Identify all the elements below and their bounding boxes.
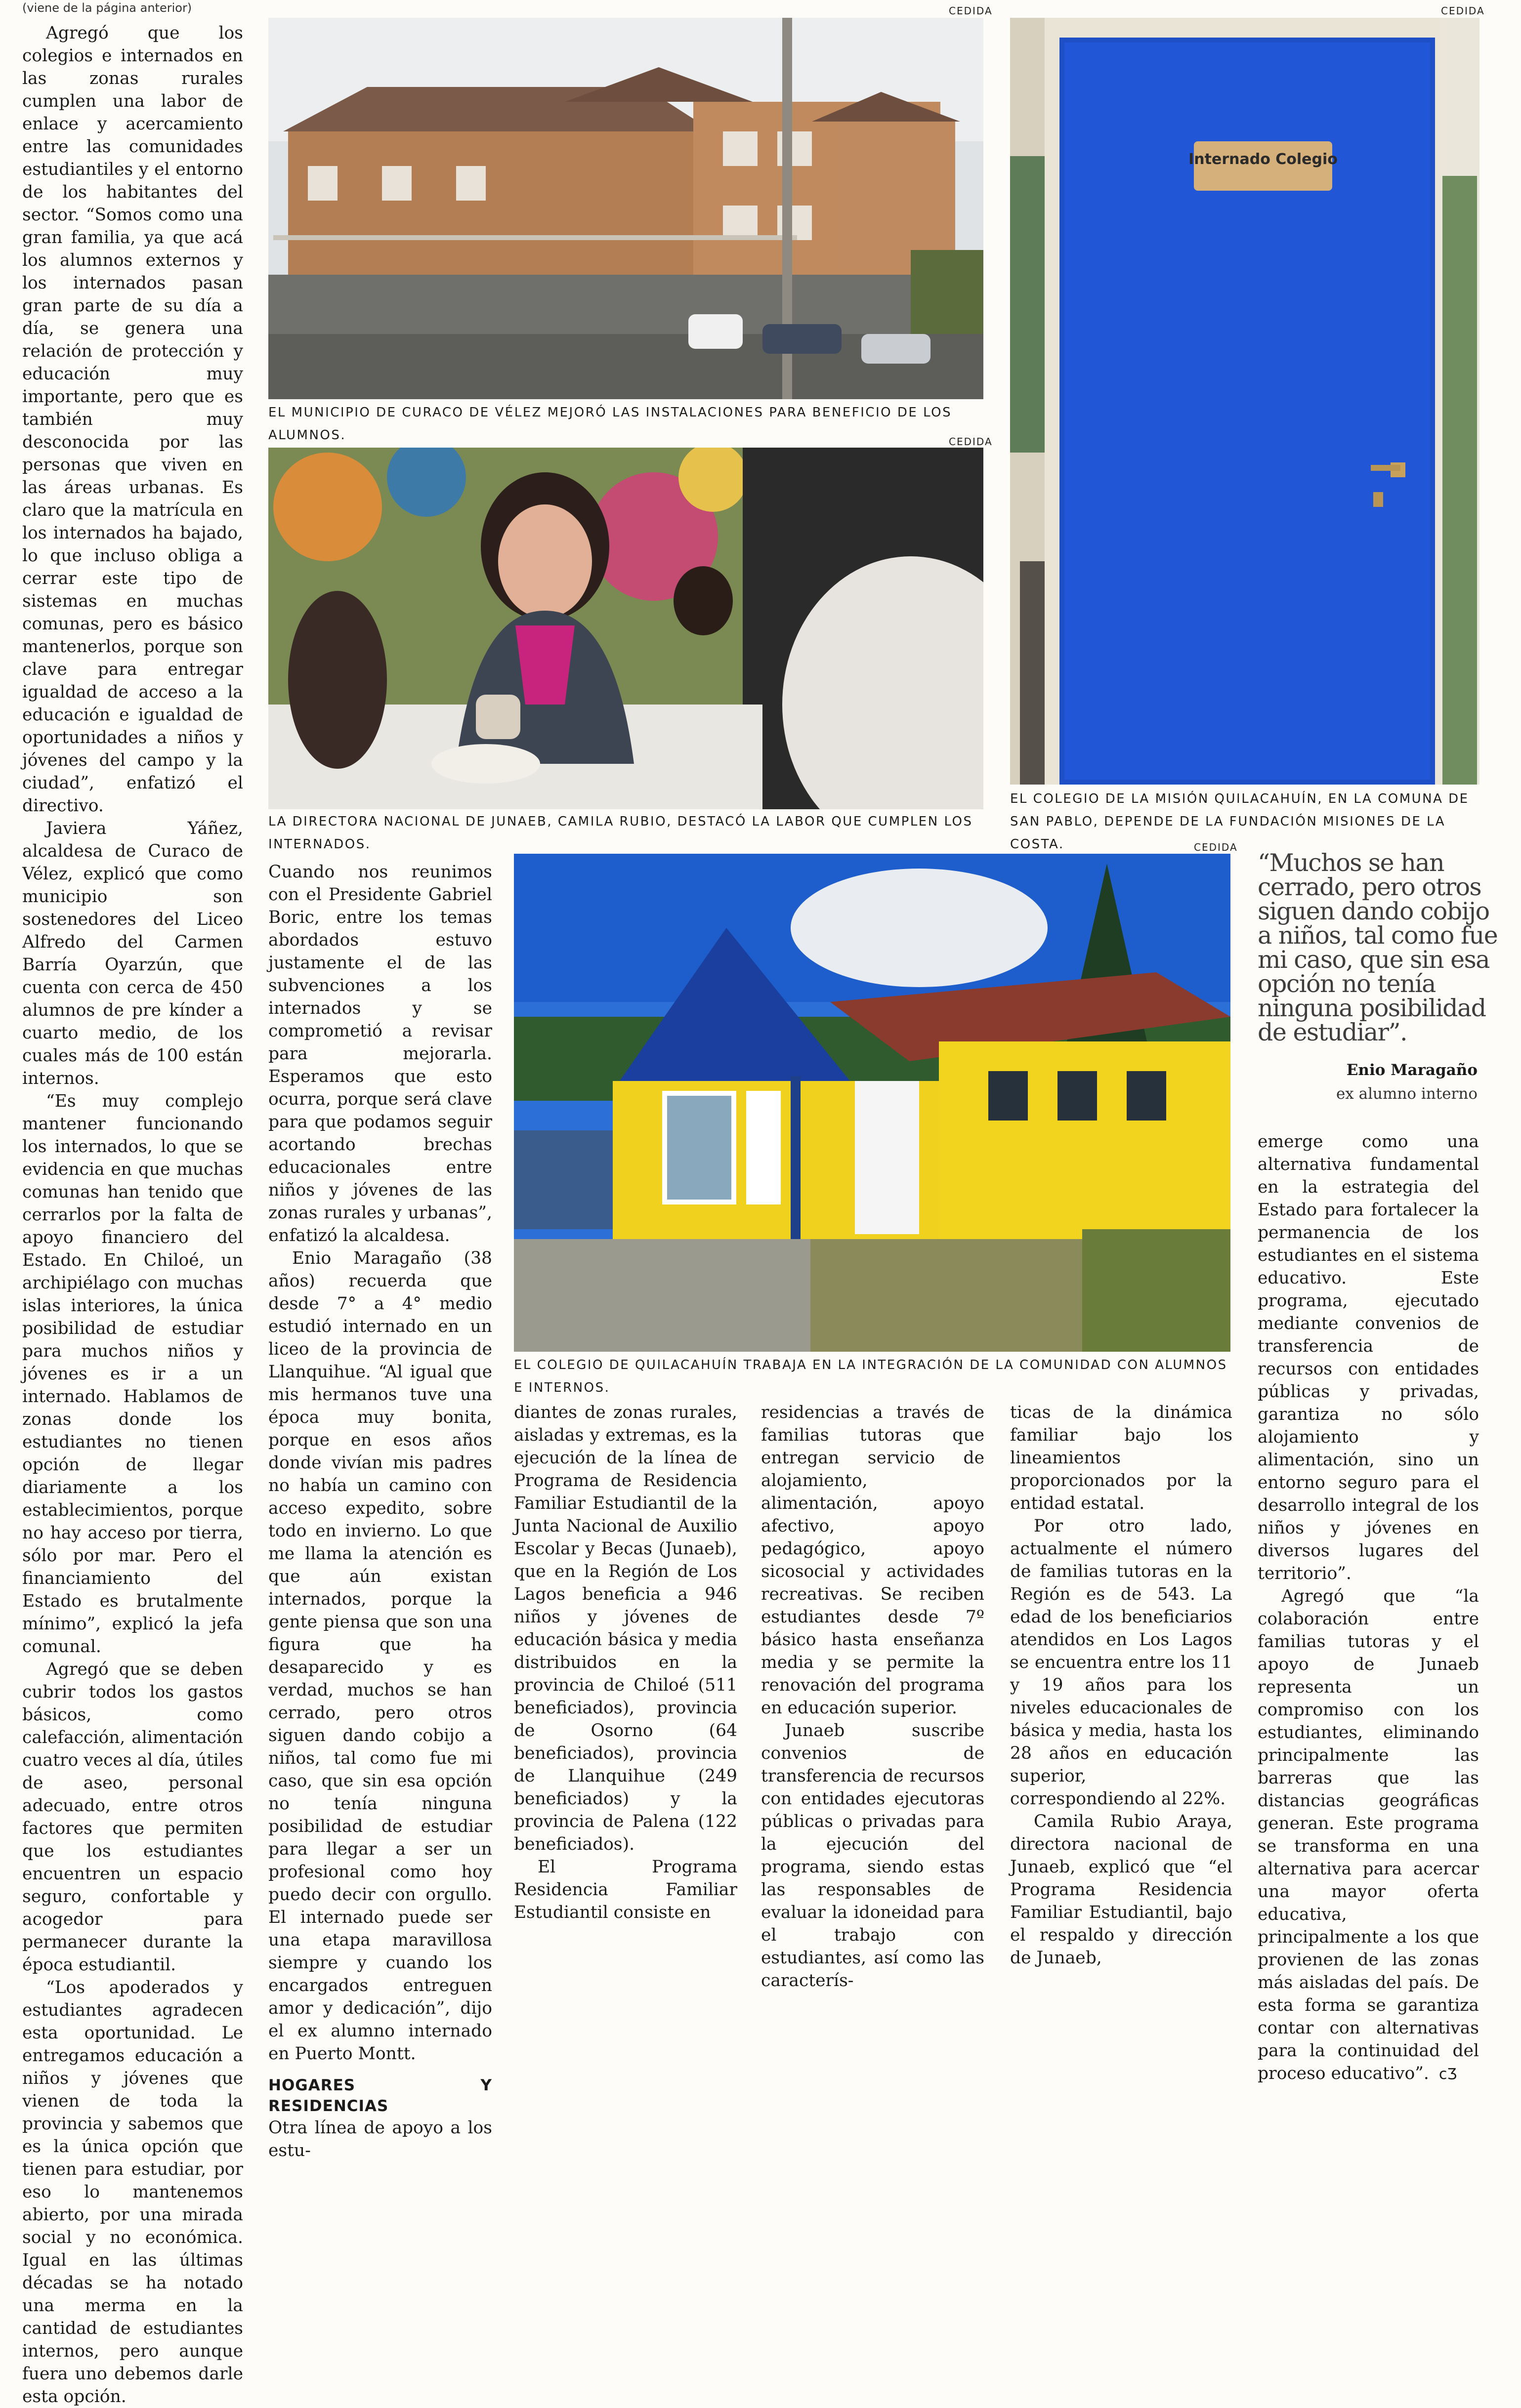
paragraph: Javiera Yáñez, alcaldesa de Curaco de Vélez, explicó que como municipio son sostenedores del Liceo Alfredo del Carmen Barría Oyarzún, que cuenta con cerca de 450 alumnos de pre kínder a cuarto medio, de los cuales más de 100 están internos. [22,819,243,1088]
photo-credit: CEDIDA [1194,841,1238,853]
article-column-4 [761,1401,984,1992]
paragraph: residencias a través de familias tutoras que entregan servicio de alojamiento, alimentación, apoyo afectivo, apoyo pedagógico, apoyo sicosocial y actividades recreativas. Se reciben estudiantes desde 7º básico hasta enseñanza media y se permite la renovación del programa en educación superior. [761,1403,984,1718]
photo-caption: EL MUNICIPIO DE CURACO DE VÉLEZ MEJORÓ LAS INSTALACIONES PARA BENEFICIO DE LOS ALUMNOS. [268,405,952,443]
photo-caption: EL COLEGIO DE LA MISIÓN QUILACAHUÍN, EN LA COMUNA DE SAN PABLO, DEPENDE DE LA FUNDACIÓN MISIONES DE LA COSTA. [1010,791,1469,852]
quote-author-role: ex alumno interno [1336,1085,1478,1103]
end-of-article-mark: ᴄƷ [1438,2066,1457,2083]
paragraph: diantes de zonas rurales, aisladas y extremas, es la ejecución de la línea de Programa de Residencia Familiar Estudiantil de la Junta Nacional de Auxilio Escolar y Becas (Junaeb), que en la Región de Los Lagos beneficia a 946 niños y jóvenes de educación básica y media distribuidos en la provincia de Chiloé (511 beneficiados), provincia de Osorno (64 beneficiados), provincia de Llanquihue (249 beneficiados) y la provincia de Palena (122 beneficiados). [514,1403,737,1854]
article-column-5 [1010,1401,1232,1969]
paragraph-text: Agregó que “la colaboración entre familias tutoras y el apoyo de Junaeb representa un compromiso con los estudiantes, eliminando principalmente las barreras que las distancias geográficas generan. Este programa se transforma en una alternativa para acercar una mayor oferta educativa, principalmente a los que provienen de las zonas más aisladas del país. De esta forma se garantiza contar con alternativas para la continuidad del proceso educativo”. [1258,1586,1479,2083]
yellow-school-photo [514,854,1230,1352]
section-subheading: HOGARES Y RESIDENCIAS [268,2076,492,2115]
article-column-1 [22,22,243,2408]
paragraph: Agregó que los colegios e internados en las zonas rurales cumplen una labor de enlace y acercamiento entre las comunidades estudiantiles y el entorno de los habitantes del sector. “Somos como una gran familia, ya que acá los alumnos externos y los internados pasan gran parte de su día a día, se genera una relación de protección y educación muy importante, pero que es también muy desconocida por las personas que viven en las áreas urbanas. Es claro que la matrícula en los internados ha bajado, lo que incluso obliga a cerrar este tipo de sistemas en muchas comunas, pero es básico mantenerlos, porque son clave para entregar igualdad de acceso a la educación e igualdad de oportunidades a niños y jóvenes del campo y la ciudad”, enfatizó el directivo. [22,23,243,816]
pull-quote: “Muchos se han cerrado, pero otros siguen dando cobijo a niños, tal como fue mi caso, que sin esa opción no tenía ninguna posibilidad de estudiar”. [1258,849,1498,1046]
paragraph: Agregó que se deben cubrir todos los gastos básicos, como calefacción, alimentación cuatro veces al día, útiles de aseo, personal adecuado, entre otros factores que permiten que los estudiantes encuentren un espacio seguro, confortable y acogedor para permanecer durante la época estudiantil. [22,1660,243,1975]
photo-credit: CEDIDA [1441,5,1485,17]
blue-door-photo [1010,18,1479,785]
paragraph: Enio Maragaño (38 años) recuerda que desde 7° a 4° medio estudió internado en un liceo de la provincia de Llanquihue. “Al igual que mis hermanos tuve una época muy bonita, porque en esos años donde vivían mis padres no había un camino con acceso expedito, sobre todo en invierno. Lo que me llama la atención es que aún existan internados, porque la gente piensa que son una figura que ha desaparecido y es verdad, muchos se han cerrado, pero otros siguen dando cobijo a niños, tal como fue mi caso, que sin esa opción no tenía ninguna posibilidad de estudiar para llegar a ser un profesional como hoy puedo decir con orgullo. El internado puede ser una etapa maravillosa siempre y cuando los encargados entreguen amor y dedicación”, dijo el ex alumno internado en Puerto Montt. [268,1248,492,2064]
paragraph: Otra línea de apoyo a los estu- [268,2118,492,2160]
article-column-2 [268,861,492,2162]
director-photo [268,448,983,809]
continued-note: (viene de la página anterior) [22,1,192,15]
paragraph [1258,1585,1479,2086]
article-column-3 [514,1401,737,1924]
photo-caption: EL COLEGIO DE QUILACAHUÍN TRABAJA EN LA INTEGRACIÓN DE LA COMUNIDAD CON ALUMNOS E INTERNOS. [514,1358,1227,1395]
school-building-photo [268,18,983,399]
door-sign: Internado Colegio [1188,151,1338,168]
paragraph: Cuando nos reunimos con el Presidente Gabriel Boric, entre los temas abordados estuvo justamente el de las subvenciones a los internados y se comprometió a revisar para mejorarla. Esperamos que esto ocurra, porque será clave para que podamos seguir acortando brechas educacionales entre niños y jóvenes de las zonas rurales y urbanas”, enfatizó la alcaldesa. [268,862,492,1246]
quote-author: Enio Maragaño [1346,1061,1478,1079]
paragraph: “Los apoderados y estudiantes agradecen esta oportunidad. Le entregamos educación a niños y jóvenes que vienen de toda la provincia y sabemos que es la única opción que tienen para estudiar, por eso lo mantenemos abierto, por una mirada social y no económica. Igual en las últimas décadas se ha notado una merma en la cantidad de estudiantes internos, pero aunque fuera uno debemos darle esta opción. [22,1978,243,2407]
paragraph: El Programa Residencia Familiar Estudiantil consiste en [514,1857,737,1922]
photo-caption: LA DIRECTORA NACIONAL DE JUNAEB, CAMILA RUBIO, DESTACÓ LA LABOR QUE CUMPLEN LOS INTERNADOS. [268,814,973,852]
paragraph: “Es muy complejo mantener funcionando los internados, lo que se evidencia en que muchas comunas han tenido que cerrarlos por la falta de apoyo financiero del Estado. En Chiloé, un archipiélago con muchas islas interiores, la única posibilidad de estudiar para muchos niños y jóvenes es ir a un internado. Hablamos de zonas donde los estudiantes no tienen opción de llegar diariamente a los establecimientos, porque no hay acceso por tierra, sólo por mar. Pero el financiamiento del Estado es brutalmente mínimo”, explicó la jefa comunal. [22,1091,243,1657]
article-column-6 [1258,1130,1479,2086]
photo-credit: CEDIDA [949,5,993,17]
paragraph: Por otro lado, actualmente el número de familias tutoras en la Región es de 543. La edad de los beneficiarios atendidos en Los Lagos se encuentra entre los 11 y 19 años para los niveles educacionales de básica y media, hasta los 28 años en educación superior, correspondiendo al 22%. [1010,1516,1232,1809]
paragraph: emerge como una alternativa fundamental en la estrategia del Estado para fortalecer la permanencia de los estudiantes en el sistema educativo. Este programa, ejecutado mediante convenios de transferencia de recursos con entidades públicas y privadas, garantiza no sólo alojamiento y alimentación, sino un entorno seguro para el desarrollo integral de los niños y jóvenes en diversos lugares del territorio”. [1258,1132,1479,1583]
paragraph: Camila Rubio Araya, directora nacional de Junaeb, explicó que “el Programa Residencia Familiar Estudiantil, bajo el respaldo y dirección de Junaeb, [1010,1812,1232,1968]
paragraph: ticas de la dinámica familiar bajo los lineamientos proporcionados por la entidad estatal. [1010,1403,1232,1513]
photo-credit: CEDIDA [949,436,993,448]
paragraph: Junaeb suscribe convenios de transferencia de recursos con entidades ejecutoras públicas o privadas para la ejecución del programa, siendo estas las responsables de evaluar la idoneidad para el trabajo con estudiantes, así como las caracterís- [761,1721,984,1991]
